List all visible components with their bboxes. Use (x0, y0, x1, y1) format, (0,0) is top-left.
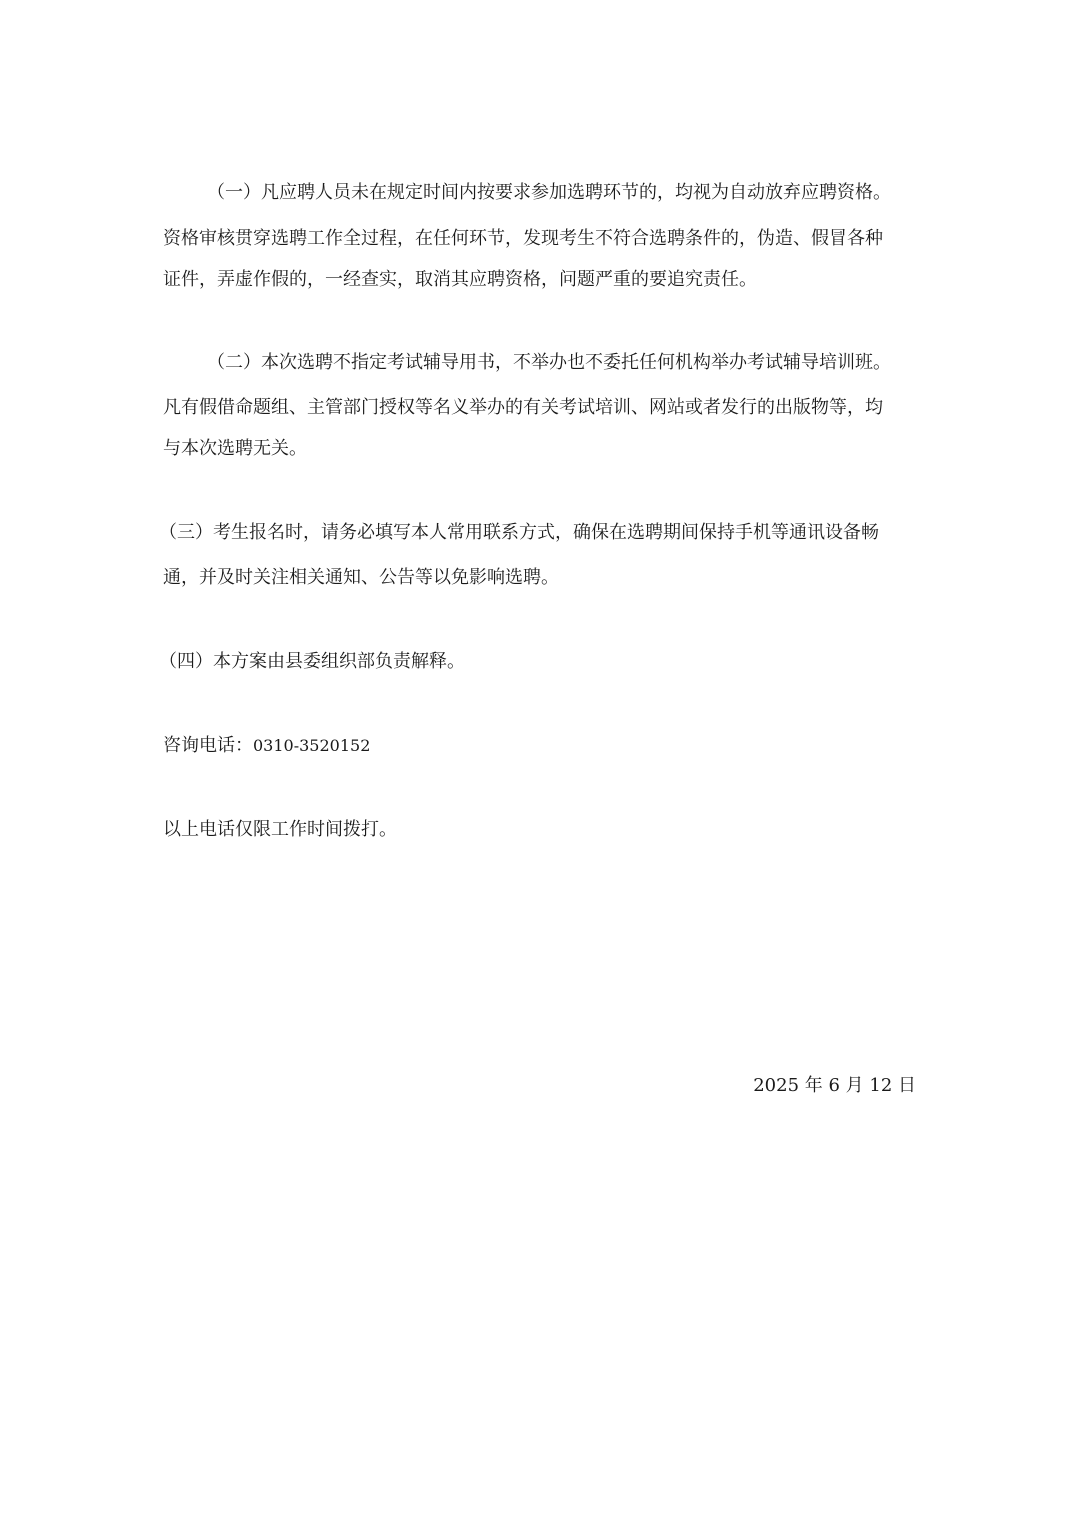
section-2-line-1: （二）本次选聘不指定考试辅导用书，不举办也不委托任何机构举办考试辅导培训班。 (207, 352, 891, 373)
contact-phone-number: 0310-3520152 (253, 736, 371, 755)
section-1-line-2: 资格审核贯穿选聘工作全过程，在任何环节，发现考生不符合选聘条件的，伪造、假冒各种 (163, 228, 883, 249)
document-date: 2025 年 6 月 12 日 (753, 1075, 916, 1096)
section-2-line-2: 凡有假借命题组、主管部门授权等名义举办的有关考试培训、网站或者发行的出版物等，均 (163, 397, 883, 418)
contact-label: 咨询电话： (163, 735, 253, 756)
section-1-line-1: （一）凡应聘人员未在规定时间内按要求参加选聘环节的，均视为自动放弃应聘资格。 (207, 182, 891, 203)
section-3-line-1: （三）考生报名时，请务必填写本人常用联系方式，确保在选聘期间保持手机等通讯设备畅 (159, 522, 879, 543)
section-4-line-1: （四）本方案由县委组织部负责解释。 (159, 651, 465, 672)
contact-note: 以上电话仅限工作时间拨打。 (163, 819, 397, 840)
section-1-line-3: 证件，弄虚作假的，一经查实，取消其应聘资格，问题严重的要追究责任。 (163, 269, 757, 290)
contact-phone-line (163, 734, 923, 758)
section-2-line-3: 与本次选聘无关。 (163, 438, 307, 459)
section-3-line-2: 通，并及时关注相关通知、公告等以免影响选聘。 (163, 567, 559, 588)
